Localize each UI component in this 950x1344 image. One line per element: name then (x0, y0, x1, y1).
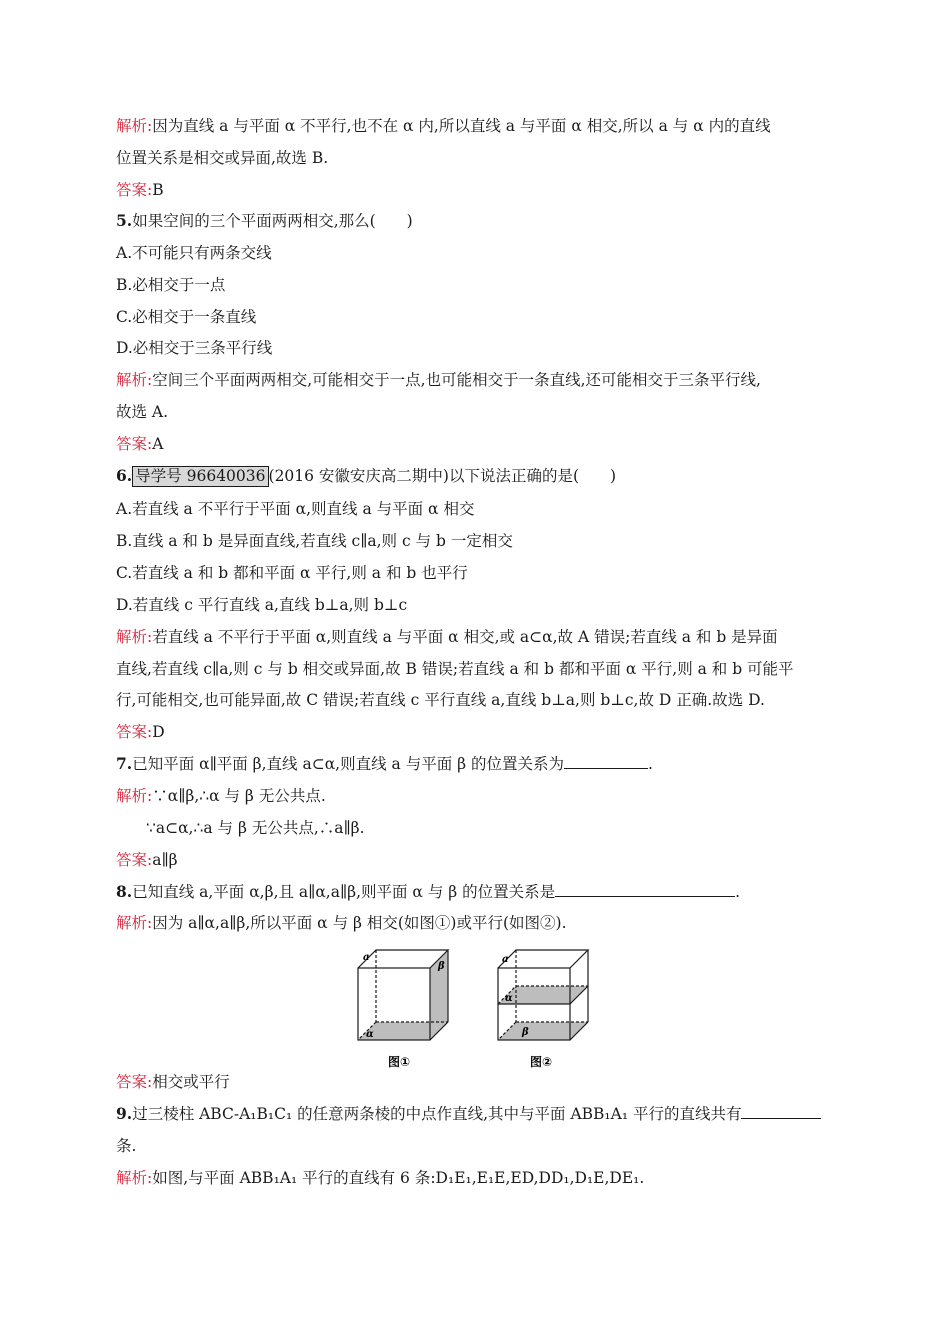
q7-stem-text: 已知平面 α∥平面 β,直线 a⊂α,则直线 a 与平面 β 的位置关系为 (132, 755, 565, 773)
figure-1-label-a: a (363, 952, 370, 963)
analysis-label: 解析: (116, 1169, 153, 1187)
q9-analysis-line1: 如图,与平面 ABB₁A₁ 平行的直线有 6 条:D₁E₁,E₁E,ED,DD₁,D₁E,DE₁. (152, 1169, 645, 1187)
q6-option-b: B.直线 a 和 b 是异面直线,若直线 c∥a,则 c 与 b 一定相交 (116, 532, 513, 550)
q6-analysis (116, 626, 778, 648)
q9-stem (116, 1103, 821, 1125)
q6-stem (116, 465, 616, 487)
q5-analysis (116, 369, 761, 391)
q5-stem (116, 210, 413, 232)
q7-analysis-line1: ∵α∥β,∴α 与 β 无公共点. (152, 787, 326, 805)
q9-stem-line2: 条. (116, 1137, 137, 1155)
analysis-label: 解析: (116, 117, 153, 135)
figure-1-label-alpha: α (366, 1029, 374, 1040)
q8-stem-text: 已知直线 a,平面 α,β,且 a∥α,a∥β,则平面 α 与 β 的位置关系是 (132, 883, 556, 901)
q6-analysis-line3: 行,可能相交,也可能异面,故 C 错误;若直线 c 平行直线 a,直线 b⊥a,则 b⊥c,故 D 正确.故选 D. (116, 691, 765, 709)
q5-option-a: A.不可能只有两条交线 (116, 244, 272, 262)
figure-2-plane-beta (498, 1022, 588, 1040)
analysis-label: 解析: (116, 787, 153, 805)
q6-analysis-line2: 直线,若直线 c∥a,则 c 与 b 相交或异面,故 B 错误;若直线 a 和 b 都和平面 α 平行,则 a 和 b 可能平 (116, 660, 794, 678)
figure-2-label-alpha: α (505, 993, 513, 1004)
q5-answer (116, 433, 163, 455)
q4-analysis (116, 115, 771, 137)
answer-label: 答案: (116, 181, 153, 199)
figure-2-label-beta: β (522, 1027, 529, 1038)
q5-option-c: C.必相交于一条直线 (116, 308, 257, 326)
q8-stem-end: . (735, 883, 741, 901)
answer-label: 答案: (116, 723, 153, 741)
q5-analysis-line2: 故选 A. (116, 403, 169, 421)
q5-number: 5. (116, 211, 133, 230)
q8-number: 8. (116, 882, 133, 901)
q7-answer-value: a∥β (152, 851, 178, 869)
figure-1-cube (358, 950, 448, 1040)
figure-1-caption: 图① (388, 1055, 411, 1069)
q5-analysis-line1: 空间三个平面两两相交,可能相交于一点,也可能相交于一条直线,还可能相交于三条平行线, (152, 371, 761, 389)
q9-analysis (116, 1167, 644, 1189)
q8-figures (350, 938, 590, 1078)
q7-stem-end: . (648, 755, 653, 773)
q8-figures-svg (350, 938, 590, 1078)
q4-analysis-line2: 位置关系是相交或异面,故选 B. (116, 149, 329, 167)
analysis-label: 解析: (116, 371, 153, 389)
q6-option-c: C.若直线 a 和 b 都和平面 α 平行,则 a 和 b 也平行 (116, 564, 468, 582)
q8-answer-value: 相交或平行 (152, 1073, 230, 1091)
q7-stem (116, 753, 653, 775)
q9-stem-text: 过三棱柱 ABC-A₁B₁C₁ 的任意两条棱的中点作直线,其中与平面 ABB₁A₁ 平行的直线共有 (132, 1105, 742, 1123)
q6-number: 6. (116, 466, 133, 485)
analysis-label: 解析: (116, 914, 153, 932)
q5-stem-text: 如果空间的三个平面两两相交,那么( ) (132, 212, 413, 230)
q7-answer (116, 849, 178, 871)
q7-number: 7. (116, 754, 133, 773)
q8-analysis-line1: 因为 a∥α,a∥β,所以平面 α 与 β 相交(如图①)或平行(如图②). (152, 914, 567, 932)
q5-option-b: B.必相交于一点 (116, 276, 226, 294)
analysis-label: 解析: (116, 628, 153, 646)
figure-2-label-a: a (502, 954, 509, 965)
q6-analysis-line1: 若直线 a 不平行于平面 α,则直线 a 与平面 α 相交,或 a⊂α,故 A 错误;若直线 a 和 b 是异面 (152, 628, 778, 646)
q5-answer-value: A (152, 435, 164, 453)
q8-answer (116, 1071, 230, 1093)
q8-analysis (116, 912, 567, 934)
q6-option-a: A.若直线 a 不平行于平面 α,则直线 a 与平面 α 相交 (116, 500, 475, 518)
q6-answer (116, 721, 165, 743)
q8-stem (116, 881, 740, 903)
q9-number: 9. (116, 1104, 133, 1123)
q4-analysis-line1: 因为直线 a 与平面 α 不平行,也不在 α 内,所以直线 a 与平面 α 相交,所以 a 与 α 内的直线 (152, 117, 771, 135)
answer-label: 答案: (116, 435, 153, 453)
q5-option-d: D.必相交于三条平行线 (116, 339, 273, 357)
q6-answer-value: D (152, 723, 165, 741)
figure-1-label-beta: β (438, 961, 445, 972)
q9-answer-blank[interactable] (741, 1103, 821, 1119)
answer-label: 答案: (116, 1073, 153, 1091)
q7-analysis (116, 785, 326, 807)
q6-stem-text: (2016 安徽安庆高二期中)以下说法正确的是( ) (268, 467, 617, 485)
guide-number-tag[interactable]: 导学号 96640036 (132, 466, 268, 487)
q4-answer (116, 179, 164, 201)
q7-analysis-line2: ∵a⊂α,∴a 与 β 无公共点,∴a∥β. (146, 819, 365, 837)
q4-answer-value: B (152, 181, 164, 199)
q7-answer-blank[interactable] (564, 753, 648, 769)
answer-label: 答案: (116, 851, 153, 869)
q6-option-d: D.若直线 c 平行直线 a,直线 b⊥a,则 b⊥c (116, 596, 408, 614)
q8-answer-blank[interactable] (555, 881, 735, 897)
figure-2-caption: 图② (530, 1055, 553, 1069)
